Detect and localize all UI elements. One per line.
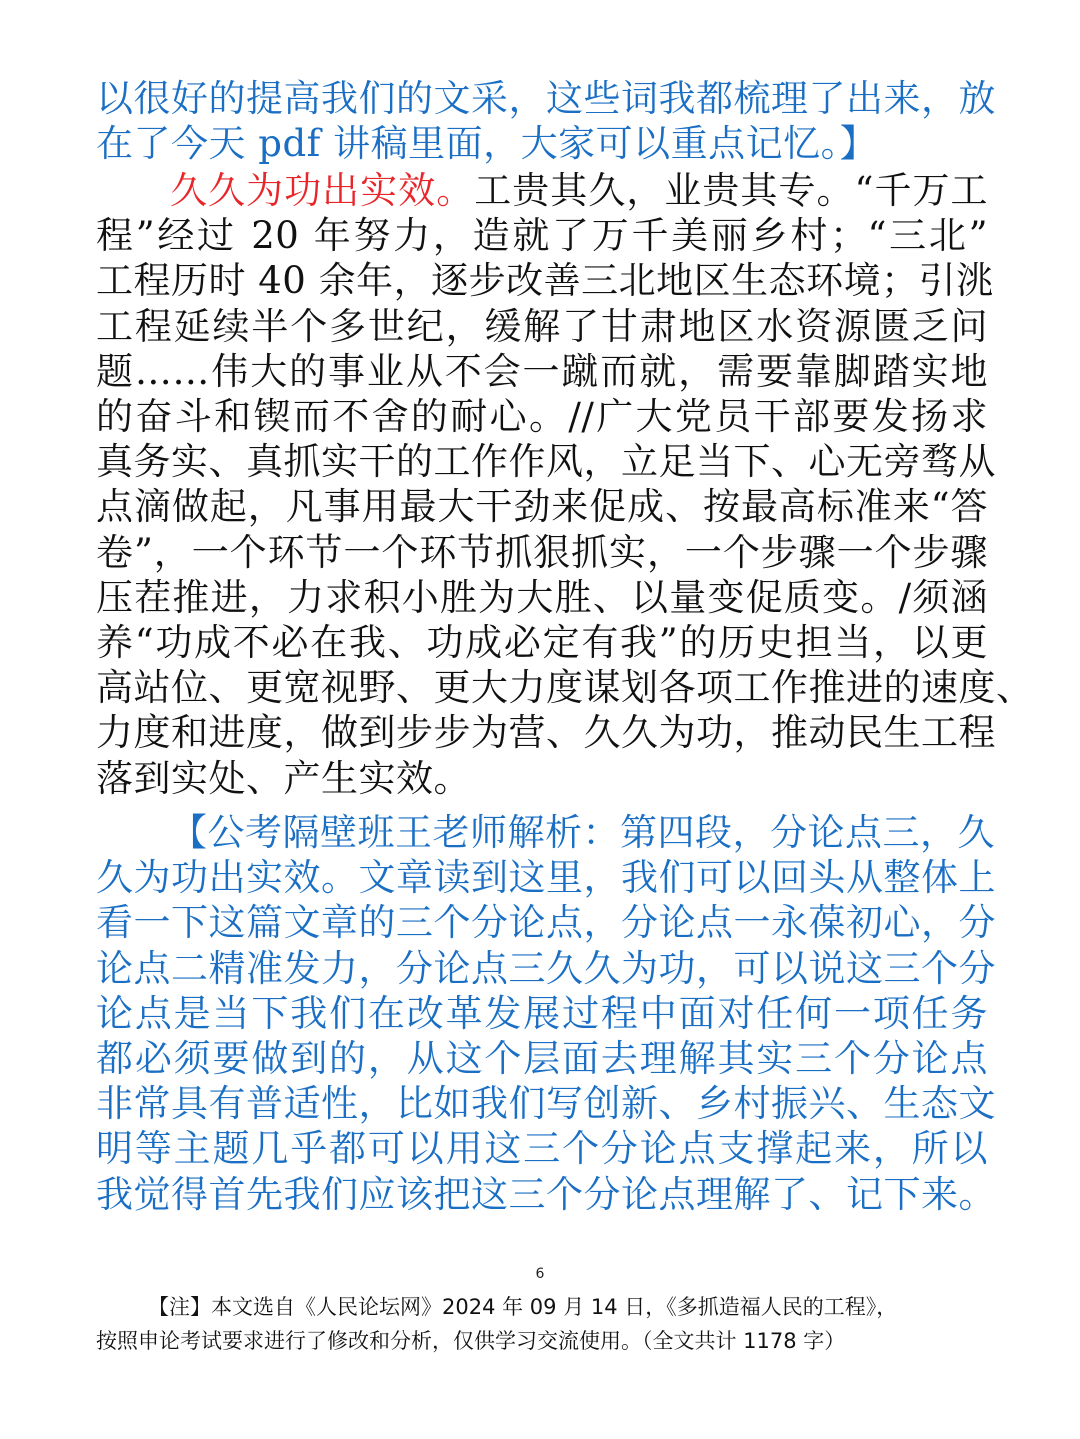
footnote-line: 【注】本文选自《人民论坛网》2024 年 09 月 14 日，《多抓造福人民的工程》，	[148, 1295, 898, 1319]
text-line: 在了今天 pdf 讲稿里面，大家可以重点记忆。】	[96, 122, 878, 166]
text-line: 真务实、真抓实干的工作作风，立足当下、心无旁骛从	[96, 440, 996, 484]
text-line: 明等主题几乎都可以用这三个分论点支撑起来，所以	[96, 1127, 988, 1171]
text-line: 卷”，一个环节一个环节抓狠抓实，一个步骤一个步骤	[96, 530, 988, 574]
text-line: 工程历时 40 余年，逐步改善三北地区生态环境；引洮	[96, 259, 994, 303]
text-line: 的奋斗和锲而不舍的耐心。//广大党员干部要发扬求	[96, 395, 988, 439]
text-line: 压茬推进，力求积小胜为大胜、以量变促质变。/须涵	[96, 575, 988, 619]
commentary-paragraph-continued	[96, 76, 996, 166]
text-line: 【公考隔壁班王老师解析：第四段，分论点三，久	[170, 811, 995, 854]
text-line: 程”经过 20 年努力，造就了万千美丽乡村；“三北”	[96, 214, 988, 258]
text-line: 高站位、更宽视野、更大力度谋划各项工作推进的速度、	[96, 666, 1034, 710]
text-line: 非常具有普适性，比如我们写创新、乡村振兴、生态文	[96, 1082, 996, 1126]
text-line: 题……伟大的事业从不会一蹴而就，需要靠脚踏实地	[96, 349, 988, 393]
page-number: 6	[535, 1266, 545, 1282]
commentary-paragraph	[96, 810, 996, 1217]
text-line: 论点二精准发力，分论点三久久为功，可以说这三个分	[96, 946, 996, 990]
text-line: 养“功成不必在我、功成必定有我”的历史担当，以更	[96, 621, 988, 665]
text-line	[96, 168, 988, 213]
text-fragment: 工贵其久，业贵其专。“千万工	[474, 169, 989, 212]
text-line: 以很好的提高我们的文采，这些词我都梳理了出来，放	[96, 77, 996, 120]
text-line: 落到实处、产生实效。	[96, 756, 471, 800]
text-line: 点滴做起，凡事用最大干劲来促成、按最高标准来“答	[96, 485, 988, 529]
footnote-line: 按照申论考试要求进行了修改和分析，仅供学习交流使用。（全文共计 1178 字）	[96, 1329, 846, 1353]
text-line: 都必须要做到的，从这个层面去理解其实三个分论点	[96, 1037, 988, 1081]
text-line: 力度和进度，做到步步为营、久久为功，推动民生工程	[96, 711, 996, 755]
text-line: 我觉得首先我们应该把这三个分论点理解了、记下来。	[96, 1172, 996, 1216]
text-line: 久为功出实效。文章读到这里，我们可以回头从整体上	[96, 856, 996, 900]
section-heading: 久久为功出实效。	[170, 169, 475, 212]
text-line: 看一下这篇文章的三个分论点，分论点一永葆初心，分	[96, 901, 996, 945]
body-paragraph	[96, 168, 1034, 801]
text-line: 论点是当下我们在改革发展过程中面对任何一项任务	[96, 991, 988, 1035]
text-line: 工程延续半个多世纪，缓解了甘肃地区水资源匮乏问	[96, 304, 988, 348]
